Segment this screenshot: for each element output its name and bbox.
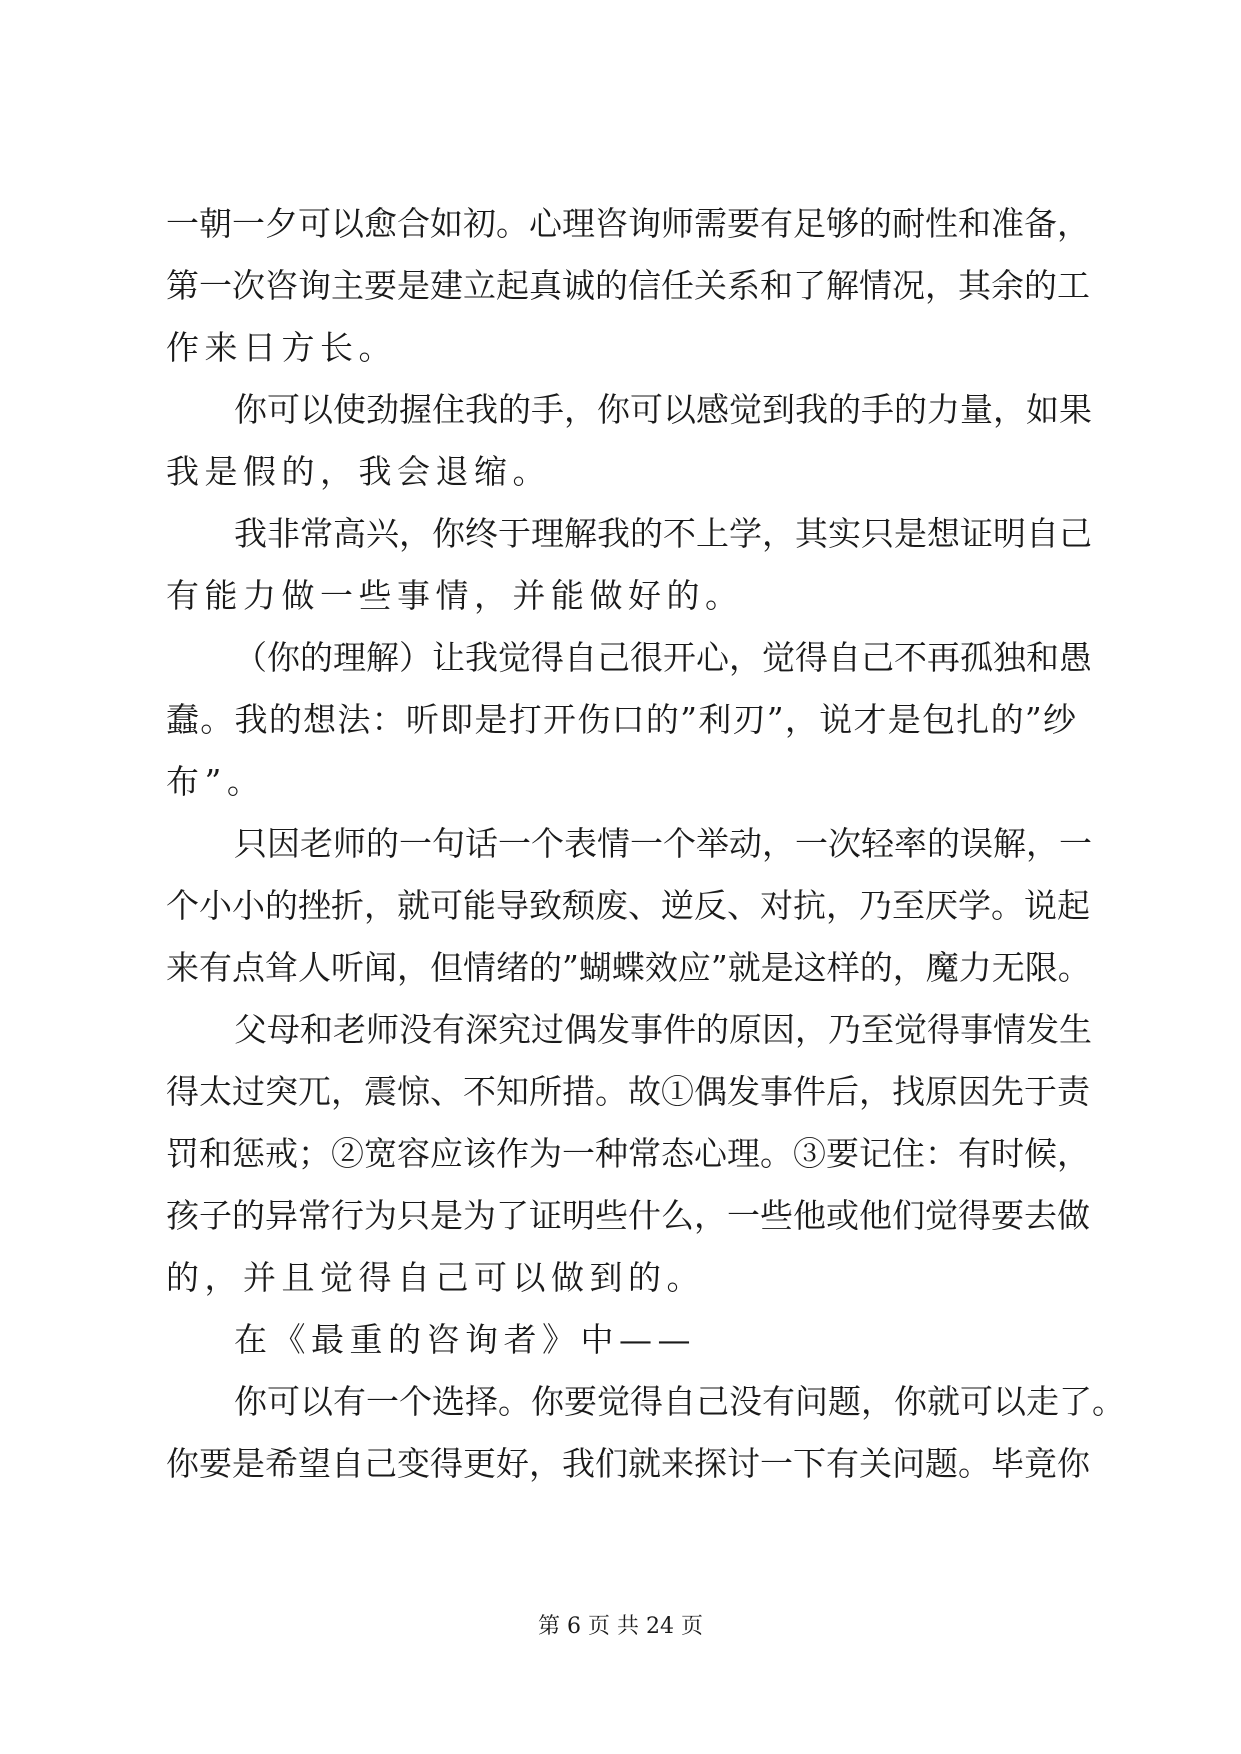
text-line: 你可以使劲握住我的手，你可以感觉到我的手的力量，如果: [234, 390, 1092, 429]
document-body: [166, 193, 1125, 1495]
text-line: 个小小的挫折，就可能导致颓废、逆反、对抗，乃至厌学。说起: [166, 886, 1090, 925]
text-line: 布”。: [166, 762, 266, 801]
text-line: 一朝一夕可以愈合如初。心理咨询师需要有足够的耐性和准备，: [166, 204, 1090, 243]
paragraph: [166, 999, 1092, 1309]
page-number-footer: 第 6 页 共 24 页: [538, 1614, 703, 1639]
text-line: 第一次咨询主要是建立起真诚的信任关系和了解情况，其余的工: [166, 266, 1090, 305]
paragraph: [166, 379, 1092, 503]
paragraph: [166, 1309, 1076, 1371]
paragraph: [166, 1371, 1125, 1495]
text-line: 蠢。我的想法：听即是打开伤口的”利刃”，说才是包扎的”纱: [166, 700, 1076, 739]
text-line: 父母和老师没有深究过偶发事件的原因，乃至觉得事情发生: [234, 1010, 1092, 1049]
text-line: 我是假的，我会退缩。: [166, 452, 551, 491]
text-line: 只因老师的一句话一个表情一个举动，一次轻率的误解，一: [234, 824, 1092, 863]
text-line: 有能力做一些事情，并能做好的。: [166, 576, 744, 615]
text-line: 你可以有一个选择。你要觉得自己没有问题，你就可以走了。: [234, 1382, 1125, 1421]
text-line: 来有点耸人听闻，但情绪的”蝴蝶效应”就是这样的，魔力无限。: [166, 948, 1091, 987]
text-line: 得太过突兀，震惊、不知所措。故①偶发事件后，找原因先于责: [166, 1072, 1090, 1111]
text-line: 你要是希望自己变得更好，我们就来探讨一下有关问题。毕竟你: [166, 1444, 1090, 1483]
paragraph: [166, 813, 1092, 999]
text-line: 在《最重的咨询者》中——: [234, 1320, 696, 1359]
paragraph: [166, 627, 1092, 813]
text-line: 的，并且觉得自己可以做到的。: [166, 1258, 705, 1297]
text-line: 罚和惩戒；②宽容应该作为一种常态心理。③要记住：有时候，: [166, 1134, 1090, 1173]
paragraph: [166, 193, 1090, 379]
text-line: 作来日方长。: [166, 328, 397, 367]
text-line: 孩子的异常行为只是为了证明些什么，一些他或他们觉得要去做: [166, 1196, 1090, 1235]
paragraph: [166, 503, 1092, 627]
text-line: 我非常高兴，你终于理解我的不上学，其实只是想证明自己: [234, 514, 1092, 553]
text-line: （你的理解）让我觉得自己很开心，觉得自己不再孤独和愚: [234, 638, 1092, 677]
